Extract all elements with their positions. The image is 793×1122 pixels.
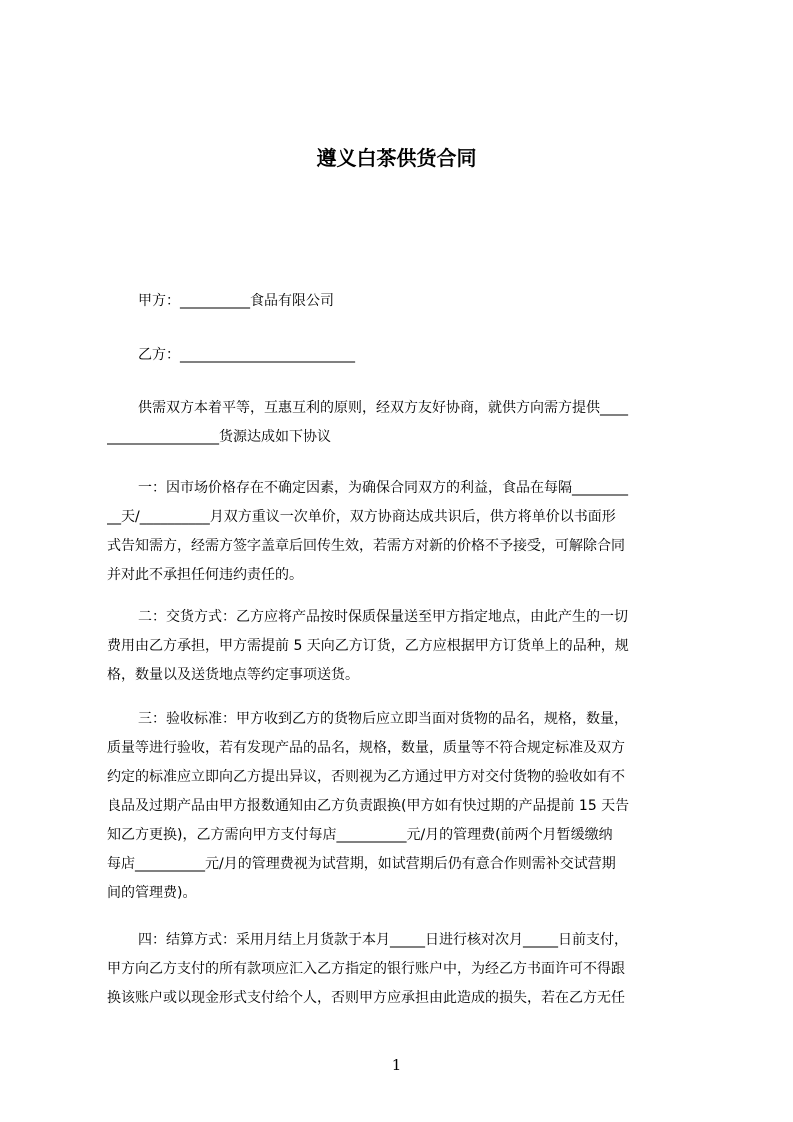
paragraph-line: 三：验收标准：甲方收到乙方的货物后应立即当面对货物的品名，规格，数量， bbox=[138, 711, 628, 727]
paragraph-line: 换该账户或以现金形式支付给个人，否则甲方应承担由此造成的损失，若在乙方无任 bbox=[107, 990, 625, 1006]
page-number: 1 bbox=[391, 1056, 402, 1074]
paragraph-line: 甲方向乙方支付的所有款项应汇入乙方指定的银行账户中，为经乙方书面许可不得跟 bbox=[107, 961, 625, 977]
paragraph-line: __天/__________月双方重议一次单价，双方协商达成共识后，供方将单价以书面形 bbox=[107, 509, 616, 525]
paragraph-line: 间的管理费)。 bbox=[107, 885, 197, 901]
clause-2-paragraph bbox=[107, 603, 699, 690]
clause-4-paragraph bbox=[107, 926, 699, 1013]
paragraph-line: 质量等进行验收，若有发现产品的品名，规格，数量，质量等不符合规定标准及双方 bbox=[107, 740, 625, 756]
clause-3-paragraph bbox=[107, 705, 699, 908]
clause-1-paragraph bbox=[107, 474, 699, 590]
paragraph-line: 四：结算方式：采用月结上月货款于本月_____日进行核对次月_____日前支付， bbox=[138, 932, 628, 948]
paragraph-line: 并对此不承担任何违约责任的。 bbox=[107, 567, 303, 583]
party-a-line: 甲方：__________食品有限公司 bbox=[138, 293, 334, 309]
paragraph-line: 知乙方更换)，乙方需向甲方支付每店__________元/月的管理费(前两个月暂缓缴纳 bbox=[107, 827, 613, 843]
preamble-paragraph bbox=[107, 394, 699, 452]
paragraph-line: 约定的标准应立即向乙方提出异议，否则视为乙方通过甲方对交付货物的验收如有不 bbox=[107, 769, 625, 785]
paragraph-line: 式告知需方，经需方签字盖章后回传生效，若需方对新的价格不予接受，可解除合同 bbox=[107, 538, 625, 554]
paragraph-line: 每店__________元/月的管理费视为试营期，如试营期后仍有意合作则需补交试营期 bbox=[107, 856, 616, 872]
paragraph-line: ________________货源达成如下协议 bbox=[107, 429, 331, 445]
paragraph-line: 良品及过期产品由甲方报数通知由乙方负责跟换(甲方如有快过期的产品提前 15 天告 bbox=[107, 798, 630, 814]
paragraph-line: 二：交货方式：乙方应将产品按时保质保量送至甲方指定地点，由此产生的一切 bbox=[138, 609, 628, 625]
paragraph-line: 费用由乙方承担，甲方需提前 5 天向乙方订货，乙方应根据甲方订货单上的品种，规 bbox=[107, 638, 629, 654]
paragraph-line: 格，数量以及送货地点等约定事项送货。 bbox=[107, 667, 359, 683]
document-title: 遵义白茶供货合同 bbox=[316, 146, 477, 170]
party-b-line: 乙方：_________________________ bbox=[138, 347, 355, 363]
paragraph-line: 一：因市场价格存在不确定因素，为确保合同双方的利益，食品在每隔________ bbox=[138, 480, 628, 496]
paragraph-line: 供需双方本着平等，互惠互利的原则，经双方友好协商，就供方向需方提供____ bbox=[138, 400, 628, 416]
